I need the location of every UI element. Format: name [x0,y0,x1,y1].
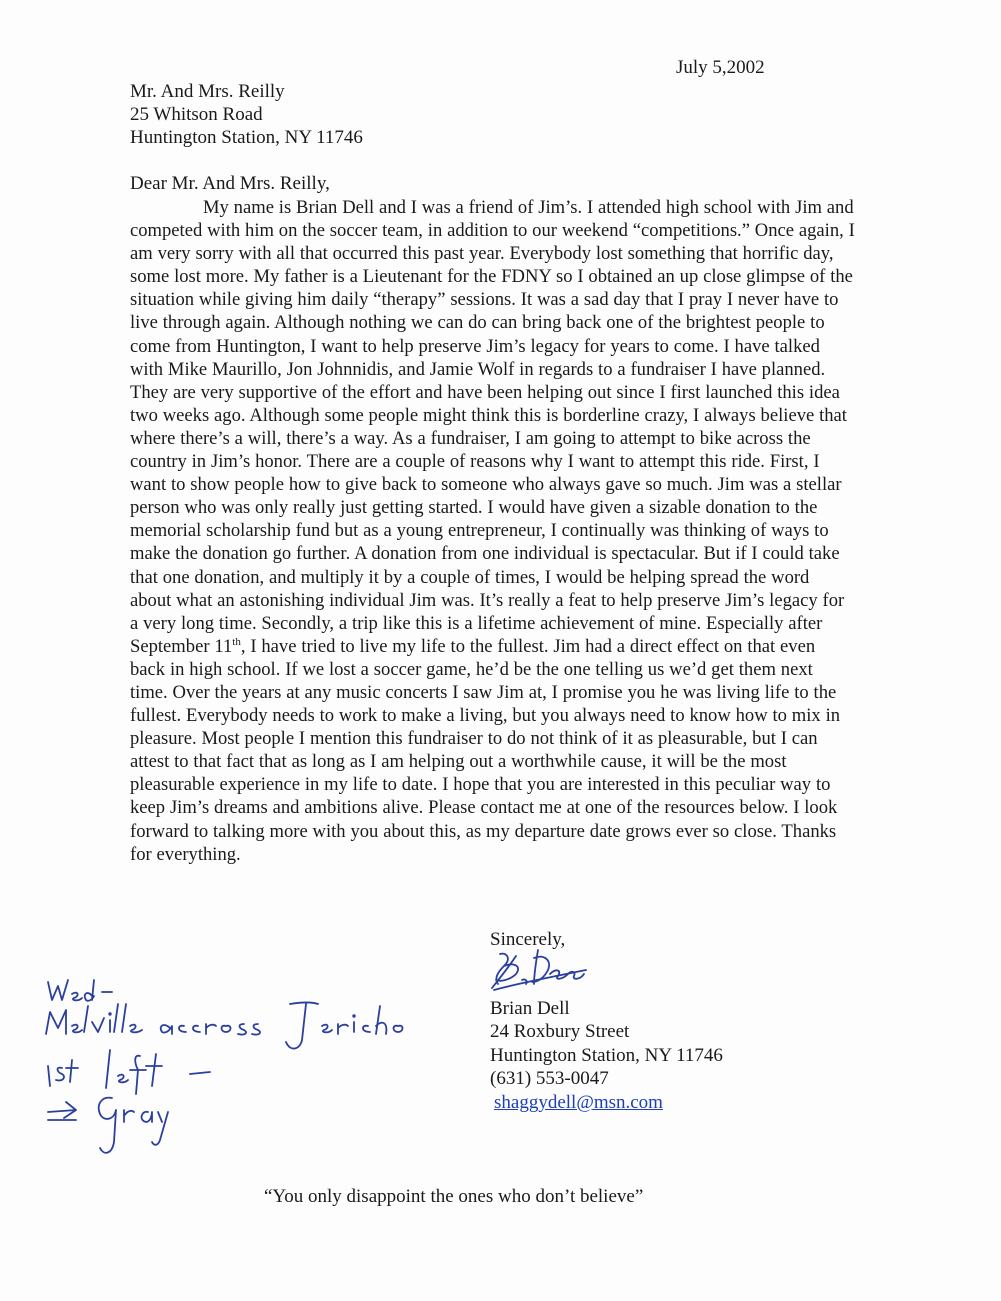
letter-date: July 5,2002 [676,57,765,78]
recipient-name: Mr. And Mrs. Reilly [130,81,285,102]
sender-street: 24 Roxbury Street [490,1021,630,1043]
recipient-address [130,80,363,149]
letter-body [130,196,855,866]
ordinal-superscript: th [232,635,241,648]
signature [486,944,596,1000]
body-text-part-1: My name is Brian Dell and I was a friend of Jim’s. I attended high school with Jim and competed with him on the soccer team, in addition to our weekend “competitions.” Once again, I am very sorry with all that occurred this past year. Everybody lost something that horrific day, some lost more. My father is a Lieutenant for the FDNY so I obtained an up close glimpse of the situation while giving him daily “therapy” sessions. It was a sad day that I pray I never have to live through again. Although nothing we can do can bring back one of the brightest people to come from Huntington, I want to help preserve Jim’s legacy for years to come. I have talked with Mike Maurillo, Jon Johnnidis, and Jamie Wolf in regards to a fundraiser I have planned. They are very supportive of the effort and have been helping out since I first launched this idea two weeks ago. Although some people might think this is borderline crazy, I always believe that where there’s a will, there’s a way. As a fundraiser, I am going to attempt to bike across the country in Jim’s honor. There are a couple of reasons why I want to attempt this ride. First, I want to show people how to give back to someone who always gave so much. Jim was a stellar person who was only really just getting started. I would have given a sizable donation to the memorial scholarship fund but as a young entrepreneur, I continually was thinking of ways to make the donation go further. A donation from one individual is spectacular. But if I could take that one donation, and multiply it by a couple of times, I would be helping spread the word about what an astonishing individual Jim was. It’s really a feat to help preserve Jim’s legacy for a very long time. Secondly, a trip like this is a lifetime achievement of mine. Especially after September 11 [130,197,855,657]
sender-email-link[interactable]: shaggydell@msn.com [494,1092,663,1113]
closing: Sincerely, [490,929,566,950]
recipient-city: Huntington Station, NY 11746 [130,127,363,148]
salutation: Dear Mr. And Mrs. Reilly, [130,173,330,194]
sender-city: Huntington Station, NY 11746 [490,1044,723,1066]
sender-phone: (631) 553-0047 [490,1068,609,1090]
handwritten-note [40,970,420,1180]
sender-name: Brian Dell [490,998,570,1019]
recipient-street: 25 Whitson Road [130,104,263,125]
body-text-part-2: , I have tried to live my life to the fullest. Jim had a direct effect on that even back in high school. If we lost a soccer game, he’d be the one telling us we’d get them next time. Over the years at any music concerts I saw Jim at, I promise you he was living life to the fullest. Everybody needs to work to make a living, but you always need to know how to mix in pleasure. Most people I mention this fundraiser to do not think of it as pleasurable, but I can attest to that fact that as long as I am helping out a worthwhile cause, it will be the most pleasurable experience in my life to date. I hope that you are interested in this peculiar way to keep Jim’s dreams and ambitions alive. Please contact me at one of the resources below. I look forward to talking more with you about this, as my departure date grows ever so close. Thanks for everything. [130,635,841,865]
sender-block [490,997,723,1091]
closing-quote: “You only disappoint the ones who don’t believe” [264,1186,644,1207]
